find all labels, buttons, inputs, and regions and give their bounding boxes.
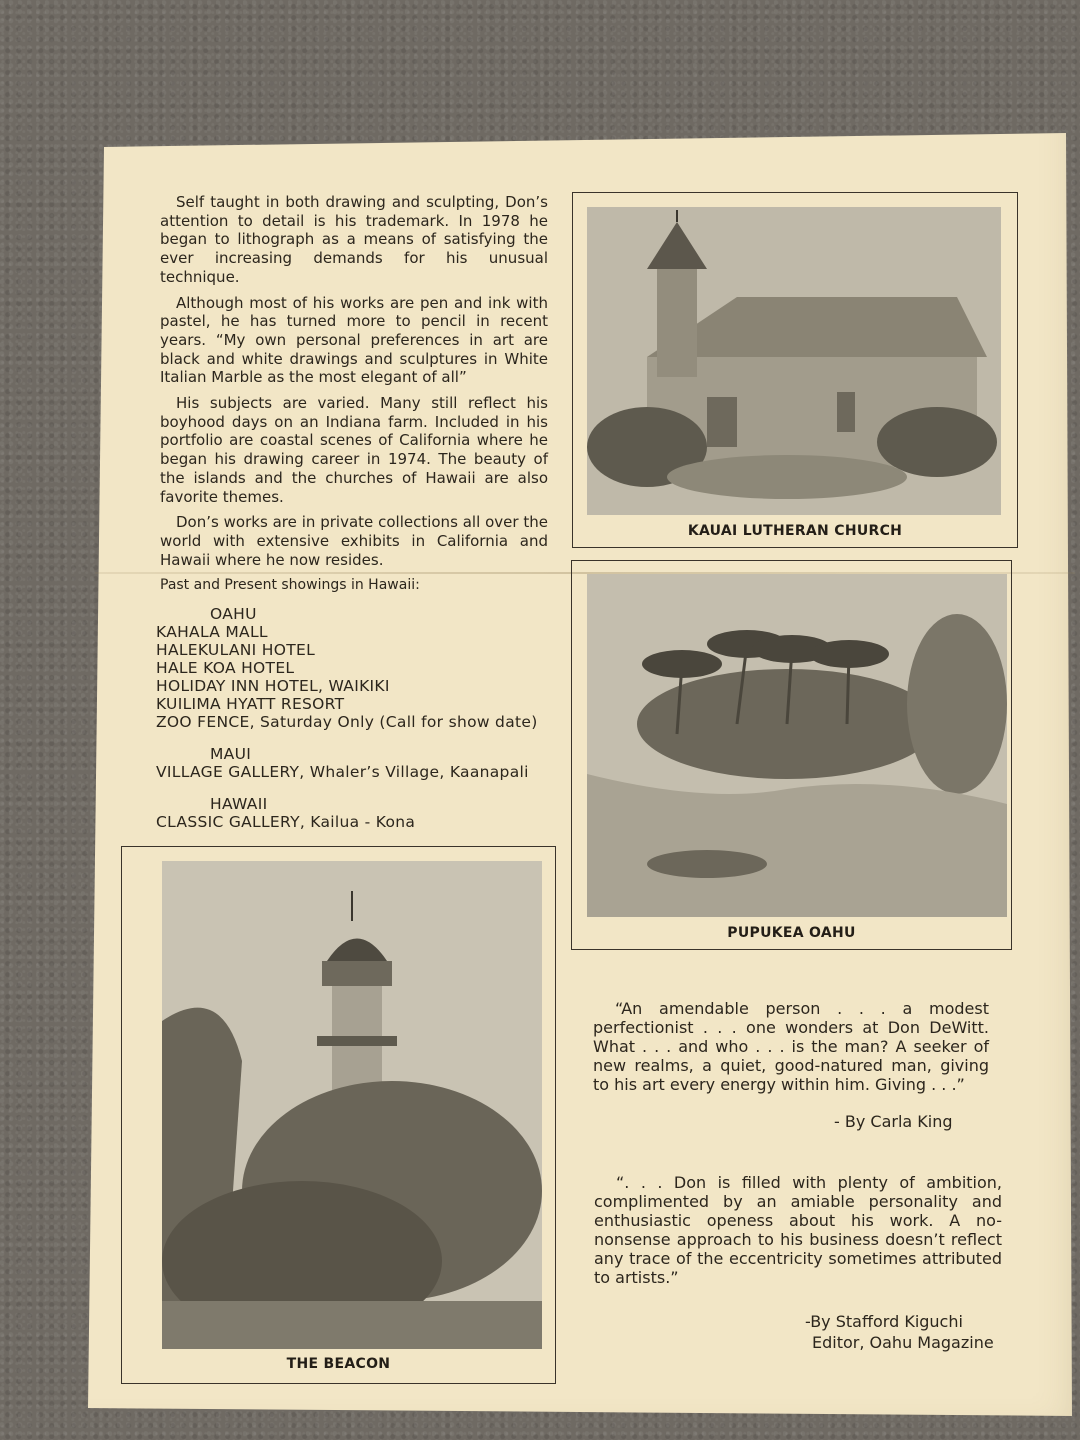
venue: HOLIDAY INN HOTEL, WAIKIKI bbox=[156, 677, 390, 696]
church-drawing bbox=[587, 207, 1001, 515]
showings-heading: Past and Present showings in Hawaii: bbox=[160, 577, 420, 594]
venue: VILLAGE GALLERY, Whaler’s Village, Kaanapali bbox=[156, 763, 529, 782]
bio-paragraph: Don’s works are in private collections all over the world with extensive exhibits in California and Hawaii where he now resides. bbox=[160, 513, 548, 569]
venue: CLASSIC GALLERY, Kailua - Kona bbox=[156, 813, 416, 832]
beacon-artwork-frame bbox=[121, 846, 556, 1384]
venue: ZOO FENCE, Saturday Only (Call for show date) bbox=[156, 713, 538, 732]
quote-author-title: Editor, Oahu Magazine bbox=[812, 1333, 994, 1352]
quote-author: - By Carla King bbox=[834, 1112, 953, 1131]
venue: KUILIMA HYATT RESORT bbox=[156, 695, 345, 714]
artwork-caption: KAUAI LUTHERAN CHURCH bbox=[687, 523, 903, 539]
artwork-caption: THE BEACON bbox=[286, 1356, 391, 1372]
beacon-illustration bbox=[162, 861, 542, 1349]
artwork-caption: PUPUKEA OAHU bbox=[727, 925, 856, 941]
venue: HALE KOA HOTEL bbox=[156, 659, 295, 678]
region-oahu bbox=[156, 605, 548, 732]
quote-carla-king: “An amendable person . . . a modest perfectionist . . . one wonders at Don DeWitt. What . . . and who . . . is the man? A seeker of new realms, a quiet, good-natured man, giving to his art every energy within him. Giving . . .” bbox=[593, 999, 989, 1094]
region-hawaii bbox=[156, 795, 548, 832]
church-illustration bbox=[587, 207, 1001, 515]
bio-column bbox=[156, 193, 548, 845]
venue: KAHALA MALL bbox=[156, 623, 268, 642]
beacon-drawing bbox=[162, 861, 542, 1349]
venue: HALEKULANI HOTEL bbox=[156, 641, 316, 660]
pupukea-drawing bbox=[587, 574, 1007, 917]
bio-paragraph: Self taught in both drawing and sculpting, Don’s attention to detail is his trademark. In 1978 he began to lithograph as a means of satisfying the ever increasing demands for his unusual technique. bbox=[160, 193, 548, 286]
region-maui bbox=[156, 745, 548, 782]
pupukea-artwork-frame bbox=[571, 560, 1012, 950]
region-name: HAWAII bbox=[210, 795, 268, 814]
region-name: MAUI bbox=[210, 745, 252, 764]
quote-author: -By Stafford Kiguchi bbox=[805, 1312, 963, 1331]
region-name: OAHU bbox=[210, 605, 257, 624]
bio-paragraph: Although most of his works are pen and ink with pastel, he has turned more to pencil in recent years. “My own personal preferences in art are black and white drawings and sculptures in White Italian Marble as the most elegant of all” bbox=[160, 293, 548, 387]
church-artwork-frame bbox=[572, 192, 1018, 548]
bio-paragraph: His subjects are varied. Many still reflect his boyhood days on an Indiana farm. Included in his portfolio are coastal scenes of California where he began his drawing career in 1974. The beauty of the islands and the churches of Hawaii are also favorite themes. bbox=[160, 394, 548, 506]
pupukea-illustration bbox=[587, 574, 1007, 917]
quote-stafford-kiguchi: “. . . Don is filled with plenty of ambition, complimented by an amiable personality and enthusiastic openess about his work. A no-nonsense approach to his business doesn’t reflect any trace of the eccentricity sometimes attributed to artists.” bbox=[594, 1173, 1002, 1287]
